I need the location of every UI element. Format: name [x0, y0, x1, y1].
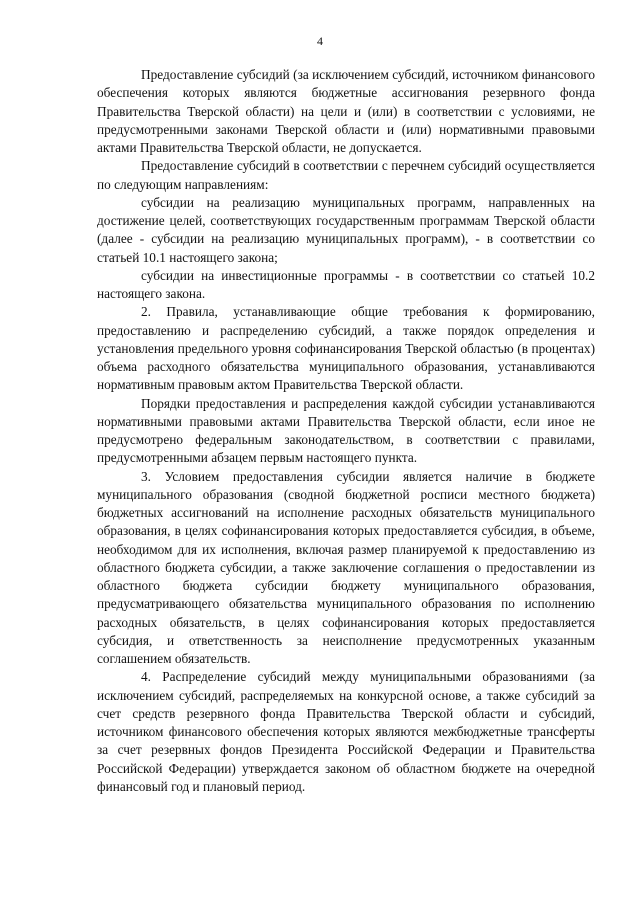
page-number: 4 — [317, 34, 323, 48]
document-body — [97, 66, 595, 796]
paragraph-6: Порядки предоставления и распределения каждой субсидии устанавливаются нормативными правовыми актами Правительства Тверской области, если иное не предусмотрено федеральным законодательством, в соответствии с правилами, предусмотренными абзацем первым настоящего пункта. — [97, 395, 595, 466]
paragraph-5: 2. Правила, устанавливающие общие требования к формированию, предоставлению и распределению субсидий, а также порядок определения и установления предельного уровня софинансирования Тверской областью (в процентах) объема расходного обязательства муниципального образования, устанавливаются нормативным правовым актом Правительства Тверской области. — [97, 304, 595, 393]
paragraph-3: субсидии на реализацию муниципальных программ, направленных на достижение целей, соответствующих государственным программам Тверской области (далее - субсидии на реализацию муниципальных программ), - в соответствии со статьей 10.1 настоящего закона; — [97, 194, 595, 265]
paragraph-7: 3. Условием предоставления субсидии является наличие в бюджете муниципального образования (сводной бюджетной росписи местного бюджета) бюджетных ассигнований на исполнение расходных обязательств муниципального образования, в целях софинансирования которых предоставляется субсидия, в объеме, необходимом для их исполнения, включая размер планируемой к предоставлению из областного бюджета субсидии, а также заключение соглашения о предоставлении из областного бюджета субсидии бюджету муниципального образования, предусматривающего обязательства муниципального образования по исполнению расходных обязательств, в целях софинансирования которых предоставляется субсидия, и ответственность за неисполнение предусмотренных указанным соглашением обязательств. — [97, 468, 595, 666]
paragraph-8: 4. Распределение субсидий между муниципальными образованиями (за исключением субсидий, распределяемых на конкурсной основе, а также субсидий за счет средств резервного фонда Правительства Тверской области и субсидий, источником финансового обеспечения которых являются межбюджетные трансферты за счет резервных фондов Президента Российской Федерации и Правительства Российской Федерации) утверждается законом об областном бюджете на очередной финансовый год и плановый период. — [97, 669, 595, 794]
paragraph-2: Предоставление субсидий в соответствии с перечнем субсидий осуществляется по следующим направлениям: — [97, 158, 595, 192]
paragraph-4: субсидии на инвестиционные программы - в соответствии со статьей 10.2 настоящего закона. — [97, 267, 595, 301]
paragraph-1: Предоставление субсидий (за исключением субсидий, источником финансового обеспечения которых являются бюджетные ассигнования резервного фонда Правительства Тверской области) на цели и (или) в соответствии с условиями, не предусмотренными законами Тверской области и (или) нормативными правовыми актами Правительства Тверской области, не допускается. — [97, 67, 595, 155]
